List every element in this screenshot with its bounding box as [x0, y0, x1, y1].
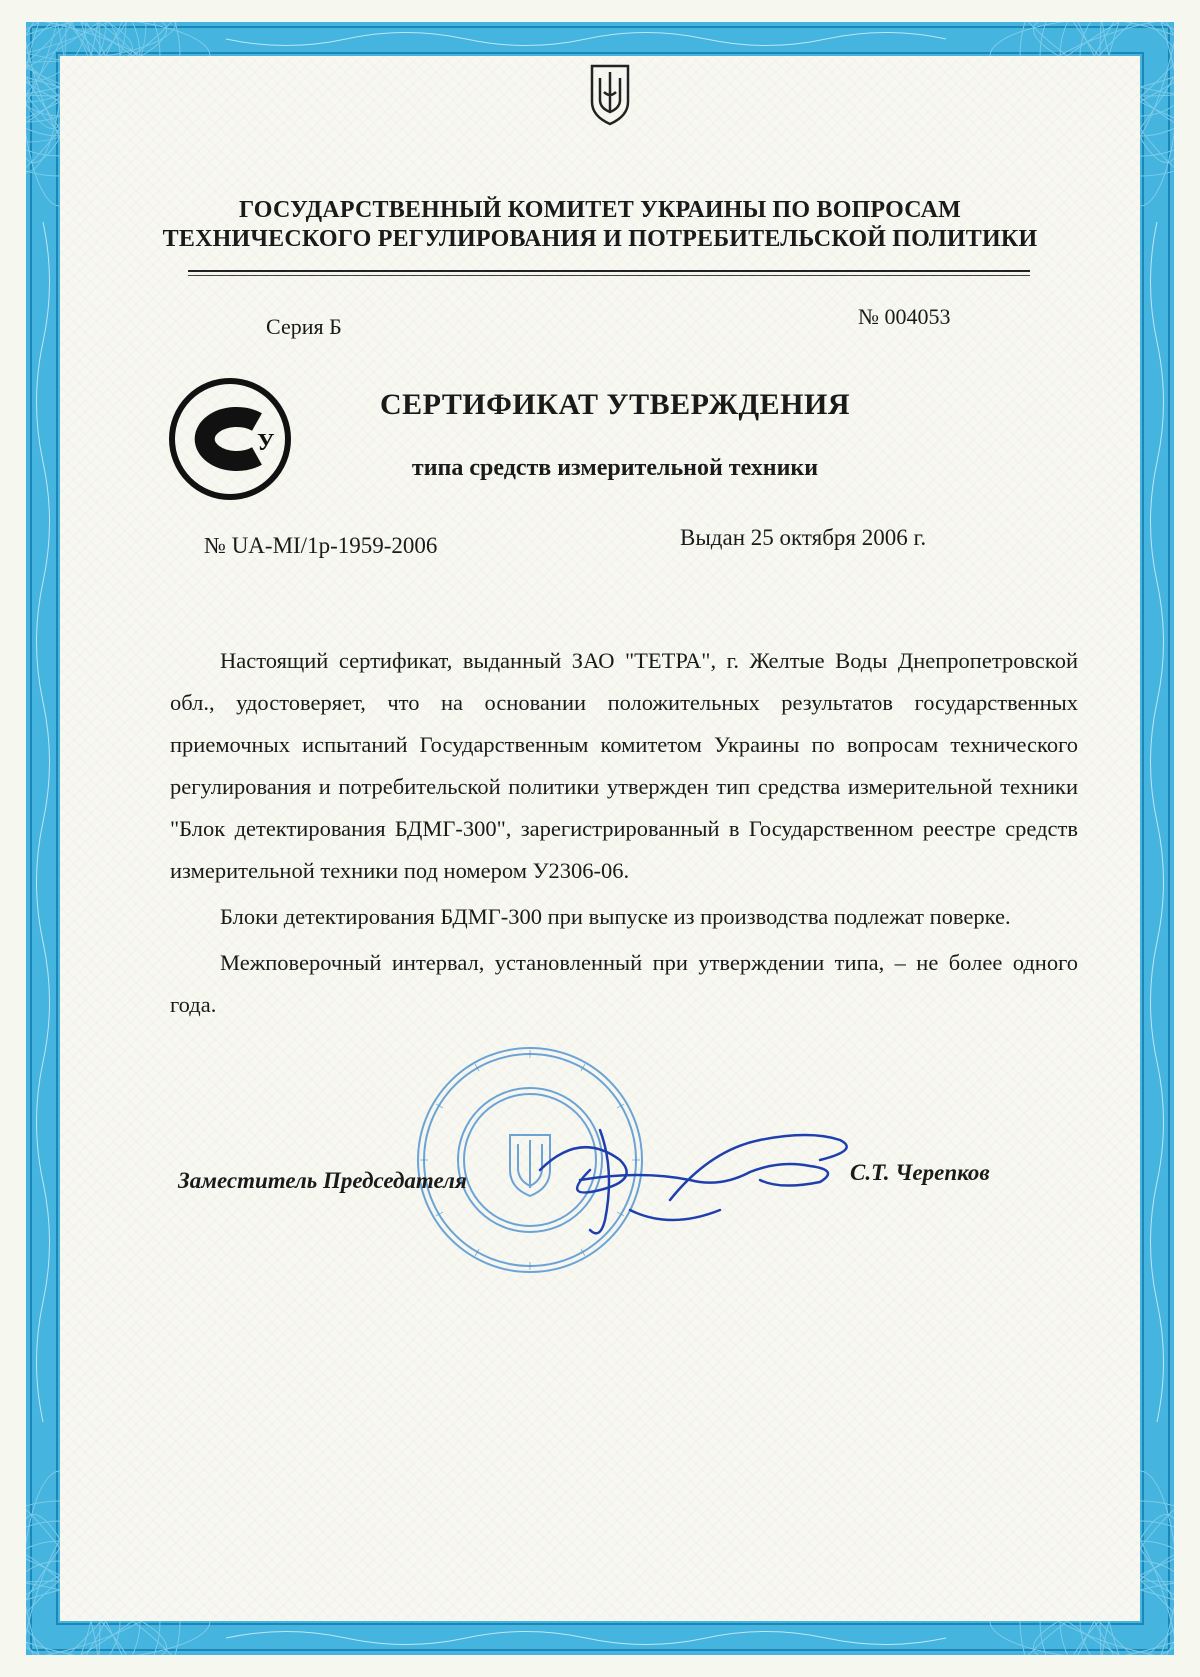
form-number: № 004053 — [858, 304, 951, 329]
conformity-mark-icon — [165, 374, 295, 504]
body-paragraph-2: Блоки детектирования БДМГ-300 при выпуске из производства подлежат поверке. — [220, 904, 1011, 929]
signer-name: С.Т. Черепков — [850, 1160, 990, 1185]
registration-number: № UA-MI/1р-1959-2006 — [204, 533, 438, 558]
ukraine-trident-icon — [588, 62, 632, 126]
handwritten-signature-icon — [520, 1110, 870, 1250]
certificate-title: СЕРТИФИКАТ УТВЕРЖДЕНИЯ — [379, 388, 851, 421]
signer-position: Заместитель Председателя — [178, 1168, 467, 1193]
certificate-subtitle: типа средств измерительной техники — [411, 455, 819, 481]
agency-line-1: ГОСУДАРСТВЕННЫЙ КОМИТЕТ УКРАИНЫ ПО ВОПРОСАМ — [238, 197, 962, 223]
agency-line-2: ТЕХНИЧЕСКОГО РЕГУЛИРОВАНИЯ И ПОТРЕБИТЕЛЬСКОЙ ПОЛИТИКИ — [162, 226, 1038, 252]
agency-name — [160, 196, 1040, 254]
svg-text:У: У — [257, 430, 275, 456]
header-divider — [188, 270, 1030, 272]
issue-date: Выдан 25 октября 2006 г. — [680, 525, 927, 550]
form-series: Серия Б — [266, 314, 342, 339]
header-divider-thin — [188, 275, 1030, 276]
body-paragraph-3: Межповерочный интервал, установленный при утверждении типа, – не более одного года. — [170, 950, 1078, 1017]
certificate-body — [170, 640, 1078, 1026]
body-paragraph-1: Настоящий сертификат, выданный ЗАО "ТЕТРА", г. Желтые Воды Днепропетровской обл., удостоверяет, что на основании положительных результатов государственных приемочных испытаний Государственным комитетом Украины по вопросам технического регулирования и потребительской политики утвержден тип средства измерительной техники "Блок детектирования БДМГ-300", зарегистрированный в Государственном реестре средств измерительной техники под номером У2306-06. — [170, 648, 1078, 883]
